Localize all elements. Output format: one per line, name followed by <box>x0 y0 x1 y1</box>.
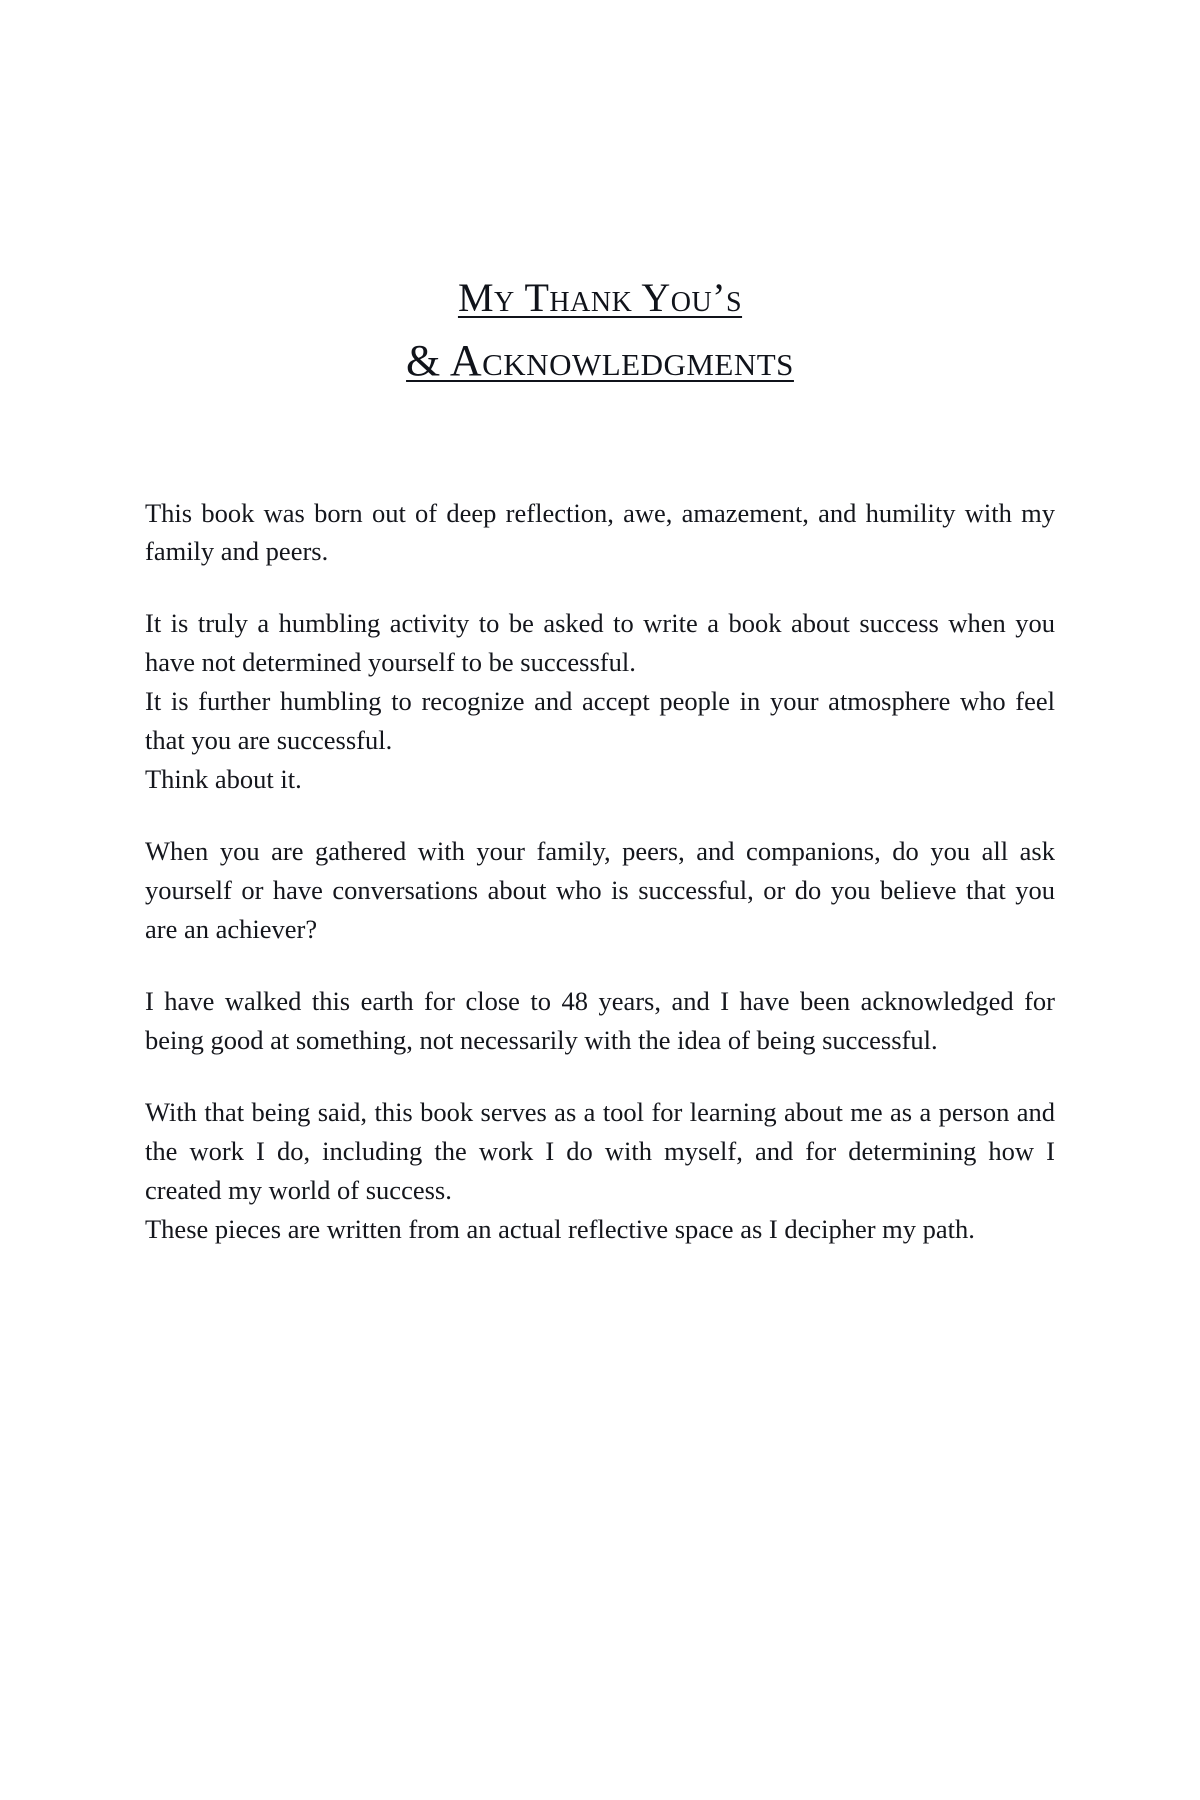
paragraph-3: It is further humbling to recognize and accept people in your atmosphere who feel that you are successful. <box>145 686 1055 756</box>
paragraph-4: Think about it. <box>145 764 302 795</box>
paragraph-7: With that being said, this book serves as a tool for learning about me as a person and the work I do, including the work I do with myself, and for determining how I created my world of success. <box>145 1096 1055 1205</box>
title-line-2-text: & Acknowledgments <box>406 336 794 386</box>
title-line-1-text: My Thank You’s <box>457 275 743 320</box>
paragraph-6: I have walked this earth for close to 48 years, and I have been acknowledged for being good at something, not necessarily with the idea of being successful. <box>145 986 1055 1055</box>
page-title <box>145 0 1055 390</box>
document-body <box>145 494 1055 1249</box>
paragraph-2: It is truly a humbling activity to be asked to write a book about success when you have not determined yourself to be successful. <box>145 608 1055 678</box>
paragraph-8: These pieces are written from an actual reflective space as I decipher my path. <box>145 1213 975 1244</box>
paragraph-5: When you are gathered with your family, peers, and companions, do you all ask yourself or have conversations about who is successful, or do you believe that you are an achiever? <box>145 836 1055 945</box>
title-line-1 <box>145 272 1055 323</box>
paragraph-1: This book was born out of deep reflection, awe, amazement, and humility with my family and peers. <box>145 497 1055 567</box>
title-line-2 <box>145 333 1055 389</box>
